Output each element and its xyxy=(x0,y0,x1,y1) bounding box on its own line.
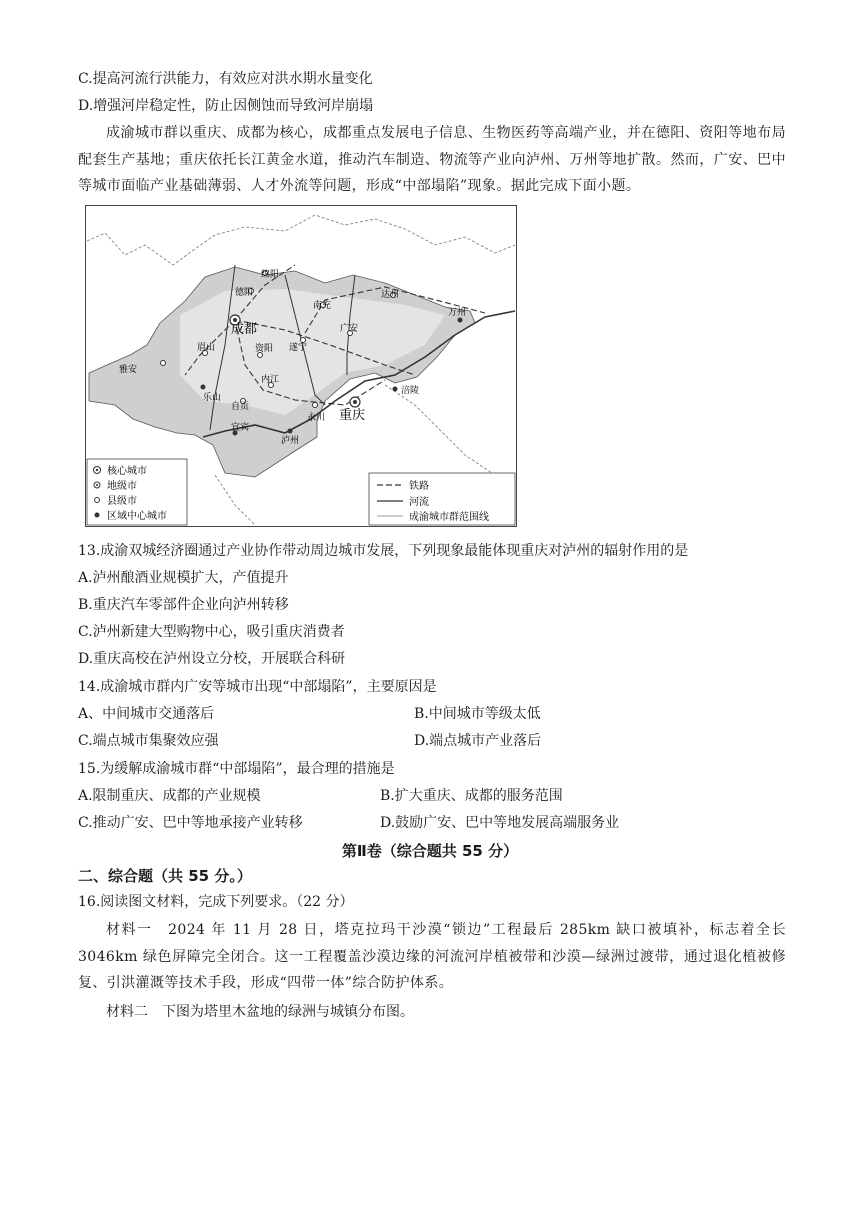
q15-option-b: B.扩大重庆、成都的服务范围 xyxy=(380,788,563,804)
q16-material1: 材料一 2024 年 11 月 28 日，塔克拉玛干沙漠“锁边”工程最后 285km 缺口被填补，标志着全长 3046km 绿色屏障完全闭合。这一工程覆盖沙漠边缘的河流河岸植被带和沙漠—绿洲过渡带，通过退化植被修复、引洪灌溉等技术手段，形成“四带一体”综合防护体系。 xyxy=(78,922,786,991)
city-wanzhou: 万州 xyxy=(448,308,467,318)
city-dazhou: 达州 xyxy=(381,290,400,300)
city-yongchuan: 永川 xyxy=(307,413,326,423)
svg-text:县级市: 县级市 xyxy=(107,496,137,507)
city-yaan: 雅安 xyxy=(119,365,138,375)
intro-paragraph: 成渝城市群以重庆、成都为核心，成都重点发展电子信息、生物医药等高端产业，并在德阳、资阳等地布局配套生产基地；重庆依托长江黄金水道，推动汽车制造、物流等产业向泸州、万州等地扩散。然而，广安、巴中等城市面临产业基础薄弱、人才外流等问题，形成“中部塌陷”现象。据此完成下面小题。 xyxy=(78,125,786,194)
section2-heading: 二、综合题（共 55 分。） xyxy=(78,867,252,885)
q13-option-a: A.泸州酿酒业规模扩大，产值提升 xyxy=(78,570,289,586)
svg-text:河流: 河流 xyxy=(409,497,429,508)
option-d-prev: D.增强河岸稳定性，防止因侧蚀而导致河岸崩塌 xyxy=(78,98,374,114)
q16-stem: 16.阅读图文材料，完成下列要求。（22 分） xyxy=(78,894,354,910)
city-luzhou: 泸州 xyxy=(281,436,300,446)
q15-option-a: A.限制重庆、成都的产业规模 xyxy=(78,788,261,804)
q13-option-d: D.重庆高校在泸州设立分校，开展联合科研 xyxy=(78,651,346,667)
q15-stem: 15.为缓解成渝城市群“中部塌陷”，最合理的措施是 xyxy=(78,761,395,777)
q14-option-c: C.端点城市集聚效应强 xyxy=(78,733,219,749)
svg-text:区域中心城市: 区域中心城市 xyxy=(107,511,167,522)
city-deyang: 德阳 xyxy=(235,288,254,298)
city-guangan: 广安 xyxy=(340,324,359,334)
city-suining: 遂宁 xyxy=(289,343,308,353)
city-nanchong: 南充 xyxy=(313,301,332,311)
q13-stem: 13.成渝双城经济圈通过产业协作带动周边城市发展，下列现象最能体现重庆对泸州的辐射作用的是 xyxy=(78,543,689,559)
svg-text:核心城市: 核心城市 xyxy=(107,466,147,477)
svg-text:地级市: 地级市 xyxy=(107,481,137,492)
city-chengdu: 成都 xyxy=(231,322,258,337)
q14-stem: 14.成渝城市群内广安等城市出现“中部塌陷”，主要原因是 xyxy=(78,679,437,695)
city-meishan: 眉山 xyxy=(197,343,216,353)
q14-option-a: A、中间城市交通落后 xyxy=(78,706,215,722)
chengyu-city-cluster-map xyxy=(85,205,517,527)
city-yibin: 宜宾 xyxy=(231,423,250,433)
q16-material2: 材料二 下图为塔里木盆地的绿洲与城镇分布图。 xyxy=(106,1004,414,1020)
svg-text:铁路: 铁路 xyxy=(409,481,429,492)
city-zigong: 自贡 xyxy=(231,402,250,412)
q13-option-c: C.泸州新建大型购物中心，吸引重庆消费者 xyxy=(78,624,345,640)
q15-option-c: C.推动广安、巴中等地承接产业转移 xyxy=(78,815,303,831)
q14-option-d: D.端点城市产业落后 xyxy=(414,733,542,749)
city-neijiang: 内江 xyxy=(261,375,280,385)
city-leshan: 乐山 xyxy=(203,393,222,403)
city-ziyang: 资阳 xyxy=(255,344,274,354)
part2-title: 第Ⅱ卷（综合题共 55 分） xyxy=(341,842,519,860)
svg-text:成渝城市群范围线: 成渝城市群范围线 xyxy=(409,512,489,523)
q13-option-b: B.重庆汽车零部件企业向泸州转移 xyxy=(78,597,289,613)
city-chongqing: 重庆 xyxy=(339,408,366,423)
city-mianyang: 绵阳 xyxy=(261,270,280,280)
city-fuling: 涪陵 xyxy=(401,386,420,396)
option-c-prev: C.提高河流行洪能力，有效应对洪水期水量变化 xyxy=(78,71,373,87)
q15-option-d: D.鼓励广安、巴中等地发展高端服务业 xyxy=(380,815,620,831)
q14-option-b: B.中间城市等级太低 xyxy=(414,706,541,722)
